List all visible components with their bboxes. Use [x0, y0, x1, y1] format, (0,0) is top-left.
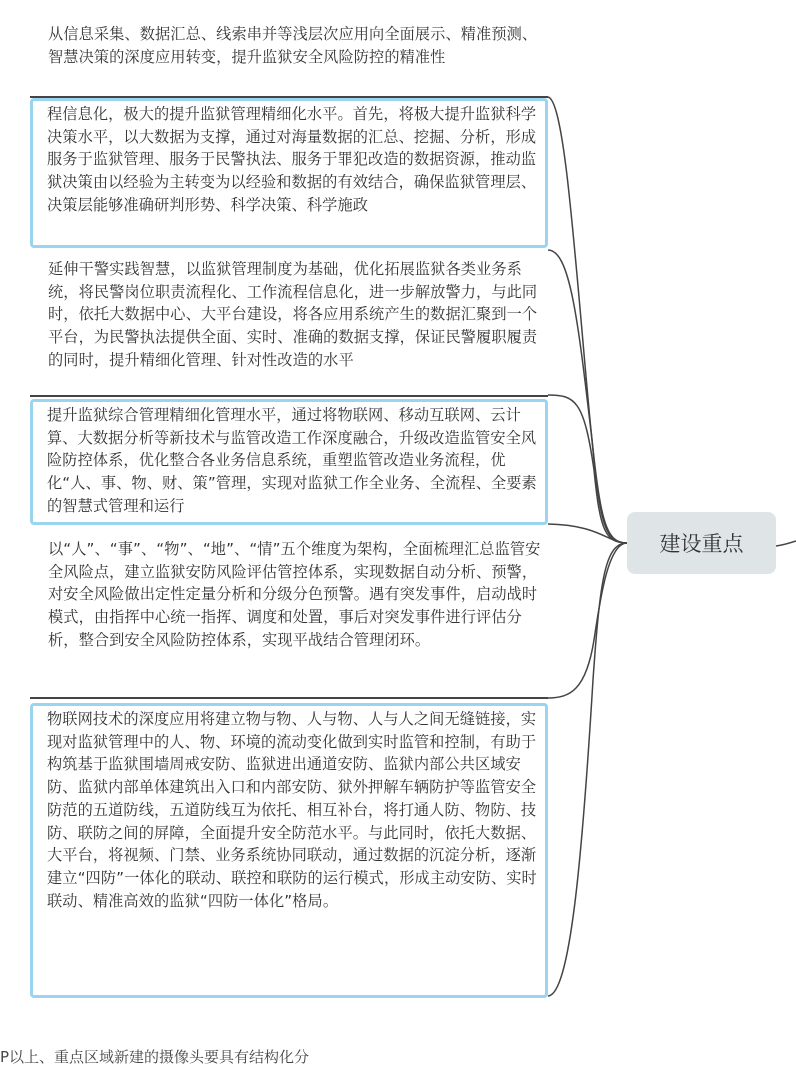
connector-branch-5	[548, 543, 627, 698]
branch-node-6[interactable]	[30, 703, 548, 998]
branch-3-text: 延伸干警实践智慧，以监狱管理制度为基础，优化拓展监狱各类业务系统，将民警岗位职责流程化、工作流程信息化，进一步解放警力，与此同时，依托大数据中心、大平台建设，将各应用系统产生的数据汇聚到一个平台，为民警执法提供全面、实时、准确的数据支撑，保证民警履职履责的同时，提升精细化管理、针对性改造的水平	[48, 260, 538, 369]
branch-5-text: 以“人”、“事”、“物”、“地”、“情”五个维度为架构，全面梳理汇总监管安全风险点，建立监狱安防风险评估管控体系，实现数据自动分析、预警，对安全风险做出定性定量分析和分级分色预警。遇有突发事件，启动战时模式，由指挥中心统一指挥、调度和处置，事后对突发事件进行评估分析，整合到安全风险防控体系，实现平战结合管理闭环。	[48, 540, 541, 649]
branch-4-text: 提升监狱综合管理精细化管理水平，通过将物联网、移动互联网、云计算、大数据分析等新技术与监管改造工作深度融合，升级改造监管安全风险防控体系，优化整合各业务信息系统，重塑监管改造业务流程，优化“人、事、物、财、策”管理，实现对监狱工作全业务、全流程、全要素的智慧式管理和运行	[47, 406, 537, 515]
underline-branch-3	[30, 395, 548, 397]
connector-branch-1	[548, 97, 627, 543]
connector-branch-4	[548, 524, 627, 543]
underline-branch-5	[30, 697, 548, 699]
center-topic-label: 建设重点	[659, 532, 744, 556]
branch-node-4[interactable]	[30, 399, 548, 525]
footer-text: P以上、重点区域新建的摄像头要具有结构化分	[0, 1048, 310, 1066]
connector-branch-3	[548, 395, 627, 543]
center-topic-node[interactable]	[627, 512, 776, 574]
connector-right	[776, 541, 796, 546]
branch-node-5[interactable]	[31, 538, 551, 652]
connector-branch-6	[548, 543, 627, 996]
connector-branch-2	[548, 250, 627, 543]
branch-2-text: 程信息化，极大的提升监狱管理精细化水平。首先，将极大提升监狱科学决策水平，以大数据为支撑，通过对海量数据的汇总、挖掘、分析，形成服务于监狱管理、服务于民警执法、服务于罪犯改造的数据资源，推动监狱决策由以经验为主转变为以经验和数据的有效结合，确保监狱管理层、决策层能够准确研判形势、科学决策、科学施政	[47, 105, 537, 214]
branch-node-2[interactable]	[30, 98, 548, 248]
branch-1-text: 从信息采集、数据汇总、线索串并等浅层次应用向全面展示、精准预测、智慧决策的深度应用转变，提升监狱安全风险防控的精准性	[48, 25, 538, 66]
branch-node-1[interactable]	[31, 23, 551, 68]
branch-6-text: 物联网技术的深度应用将建立物与物、人与物、人与人之间无缝链接，实现对监狱管理中的人、物、环境的流动变化做到实时监管和控制，有助于构筑基于监狱围墙周戒安防、监狱进出通道安防、监狱内部公共区域安防、监狱内部单体建筑出入口和内部安防、狱外押解车辆防护等监管安全防范的五道防线，五道防线互为依托、相互补台，将打通人防、物防、技防、联防之间的屏障，全面提升安全防范水平。与此同时，依托大数据、大平台，将视频、门禁、业务系统协同联动，通过数据的沉淀分析，逐渐建立“四防”一体化的联动、联控和联防的运行模式，形成主动安防、实时联动、精准高效的监狱“四防一体化”格局。	[47, 710, 537, 910]
branch-node-3[interactable]	[31, 258, 551, 372]
